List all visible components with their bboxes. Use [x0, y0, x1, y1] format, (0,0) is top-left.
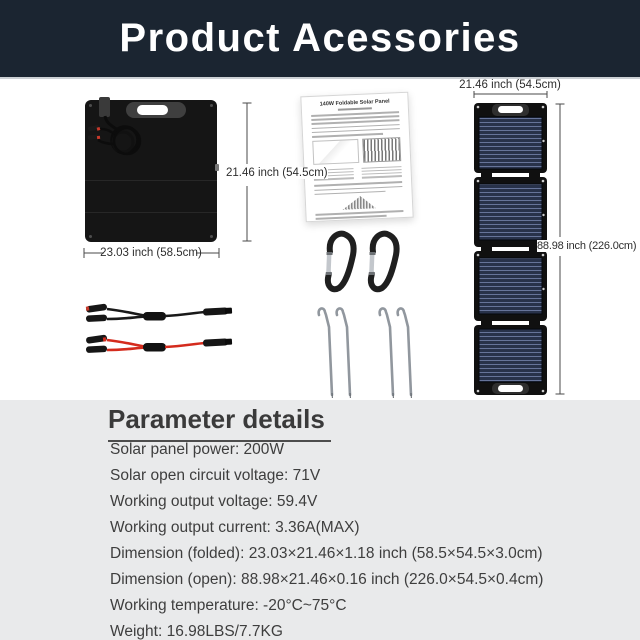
folded-width-label: 23.03 inch (58.5cm): [100, 247, 202, 259]
header-banner: [0, 0, 640, 79]
open-height-label: 88.98 inch (226.0cm): [537, 240, 637, 252]
open-width-label: 21.46 inch (54.5cm): [442, 79, 578, 91]
parameter-row: Working temperature: -20°C~75°C: [110, 597, 347, 614]
parameter-row: Weight: 16.98LBS/7.7KG: [110, 623, 283, 640]
manual-title: 140W Foldable Solar Panel: [319, 98, 390, 108]
parameter-row: Working output current: 3.36A(MAX): [110, 519, 360, 536]
accessories-showcase: [0, 79, 640, 400]
parameter-list: [110, 437, 543, 640]
parameter-details-section: [0, 400, 640, 640]
page-title: Product Acessories: [119, 16, 521, 60]
parameter-row: Working output voltage: 59.4V: [110, 493, 318, 510]
parameter-row: Solar open circuit voltage: 71V: [110, 467, 321, 484]
parameter-row: Solar panel power: 200W: [110, 441, 285, 458]
folded-height-label: 21.46 inch (54.5cm): [226, 167, 328, 179]
parameters-title: Parameter details: [108, 404, 331, 442]
parameter-row: Dimension (open): 88.98×21.46×0.16 inch (226.0×54.5×0.4cm): [110, 571, 544, 588]
parameter-row: Dimension (folded): 23.03×21.46×1.18 inch (58.5×54.5×3.0cm): [110, 545, 543, 562]
